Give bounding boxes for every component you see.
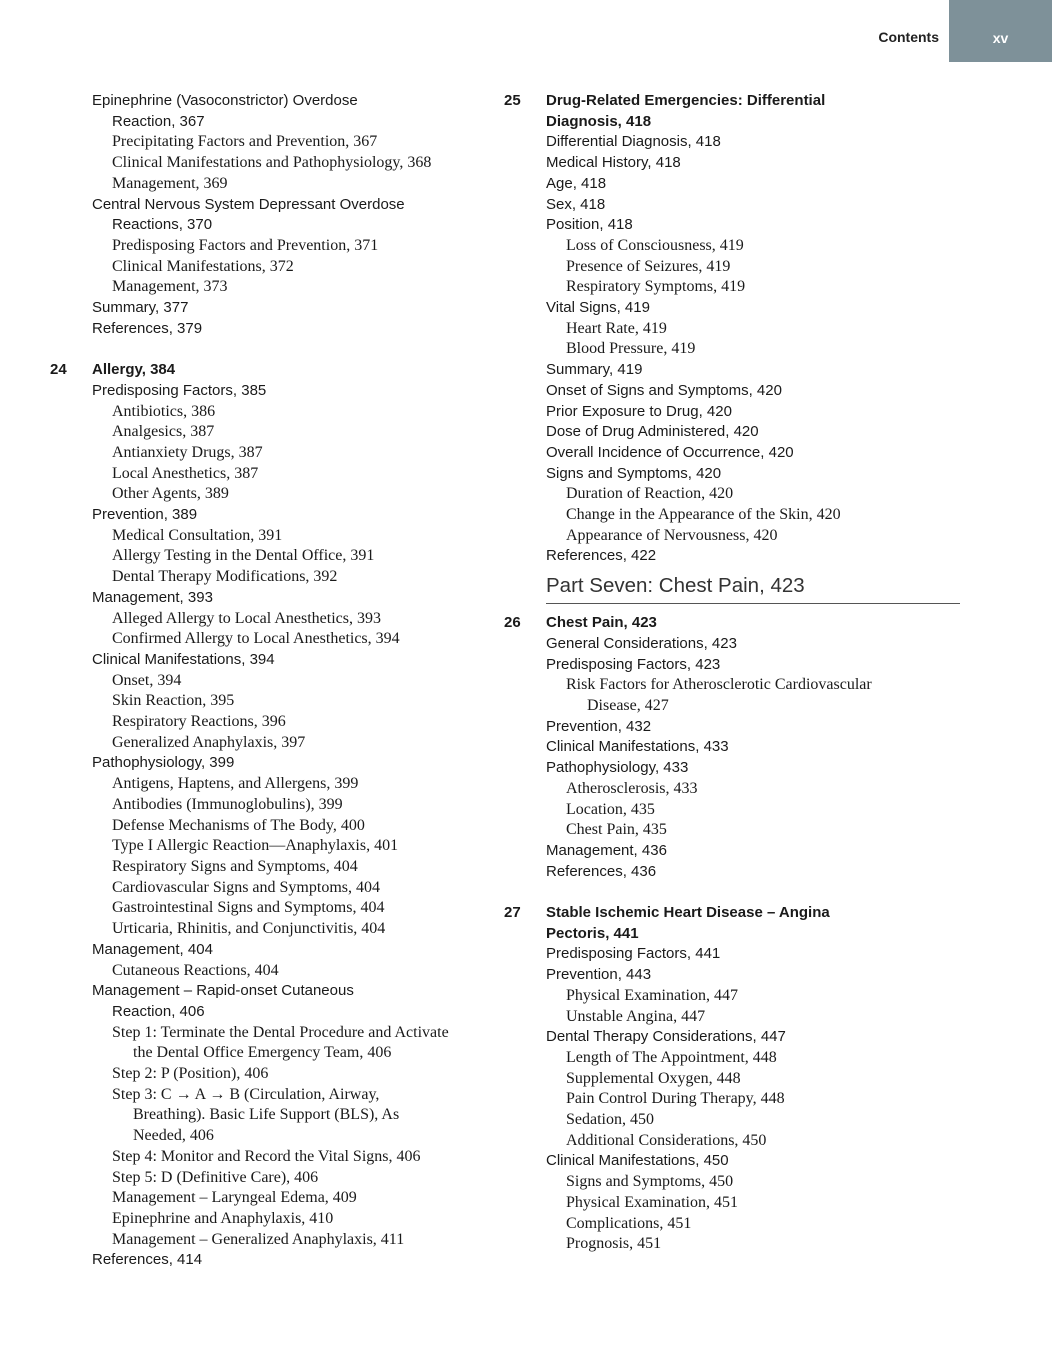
toc-left-column xyxy=(50,91,532,1271)
entry-text: Central Nervous System Depressant Overdose xyxy=(92,195,405,213)
entry-text: Confirmed Allergy to Local Anesthetics, 394 xyxy=(112,630,400,648)
toc-entry xyxy=(92,1250,532,1271)
toc-subentry xyxy=(546,257,960,278)
toc-subentry xyxy=(546,675,960,696)
entry-text: Management, 369 xyxy=(112,174,228,192)
toc-entry xyxy=(92,753,532,774)
toc-entry xyxy=(92,112,532,133)
entry-text: Management, 436 xyxy=(546,841,667,859)
toc-subentry xyxy=(92,484,532,505)
entry-text: References, 414 xyxy=(92,1251,203,1269)
entry-text: Dental Therapy Modifications, 392 xyxy=(112,568,338,586)
entry-text: Management – Rapid-onset Cutaneous xyxy=(92,982,354,1000)
entry-text: Summary, 377 xyxy=(92,299,189,317)
entry-text: Epinephrine (Vasoconstrictor) Overdose xyxy=(92,92,358,109)
entry-text: General Considerations, 423 xyxy=(546,634,737,652)
toc-subentry xyxy=(92,257,532,278)
entry-text: Signs and Symptoms, 450 xyxy=(566,1173,734,1191)
entry-text: Stable Ischemic Heart Disease – Angina xyxy=(546,904,830,921)
entry-text: Overall Incidence of Occurrence, 420 xyxy=(546,443,794,461)
entry-text: Antigens, Haptens, and Allergens, 399 xyxy=(112,775,359,793)
entry-text: Sedation, 450 xyxy=(566,1111,654,1129)
entry-text: Generalized Anaphylaxis, 397 xyxy=(112,733,306,751)
toc-subentry xyxy=(92,857,532,878)
toc-subentry xyxy=(92,878,532,899)
toc-entry xyxy=(92,505,532,526)
toc-subentry xyxy=(546,484,960,505)
entry-text: Onset, 394 xyxy=(112,671,182,689)
toc-entry xyxy=(546,422,960,443)
toc-subentry xyxy=(546,1172,960,1193)
toc-subentry xyxy=(92,691,532,712)
entry-text: Prevention, 432 xyxy=(546,717,652,735)
entry-text: Length of The Appointment, 448 xyxy=(566,1048,777,1066)
toc-subentry xyxy=(546,800,960,821)
toc-subentry xyxy=(92,153,532,174)
toc-subentry xyxy=(92,1126,532,1147)
entry-text: Complications, 451 xyxy=(566,1214,692,1232)
toc-subentry xyxy=(92,733,532,754)
entry-text: Medical Consultation, 391 xyxy=(112,526,283,544)
entry-text: Needed, 406 xyxy=(133,1127,214,1145)
entry-text: Pain Control During Therapy, 448 xyxy=(566,1090,785,1108)
toc-subentry xyxy=(92,132,532,153)
toc-right-column xyxy=(504,91,960,1255)
section-spacer xyxy=(92,339,532,360)
entry-text: Presence of Seizures, 419 xyxy=(566,257,731,275)
toc-subentry xyxy=(546,1110,960,1131)
entry-text: Predisposing Factors, 423 xyxy=(546,655,721,673)
toc-subentry xyxy=(546,779,960,800)
entry-text: Skin Reaction, 395 xyxy=(112,692,235,710)
entry-text: Summary, 419 xyxy=(546,361,643,379)
toc-subentry xyxy=(92,629,532,650)
entry-text: Physical Examination, 447 xyxy=(566,986,738,1004)
toc-entry xyxy=(92,588,532,609)
entry-text: Change in the Appearance of the Skin, 420 xyxy=(566,506,841,524)
toc-entry xyxy=(92,298,532,319)
toc-subentry xyxy=(92,961,532,982)
toc-subentry xyxy=(92,546,532,567)
entry-text: Pathophysiology, 399 xyxy=(92,754,235,772)
toc-subentry xyxy=(92,919,532,940)
entry-text: Location, 435 xyxy=(566,800,655,818)
toc-subentry xyxy=(92,898,532,919)
entry-text: Predisposing Factors, 441 xyxy=(546,945,721,963)
toc-entry xyxy=(546,546,960,567)
toc-entry xyxy=(92,981,532,1002)
entry-text: Cardiovascular Signs and Symptoms, 404 xyxy=(112,878,380,896)
toc-subentry xyxy=(546,505,960,526)
entry-text: Pathophysiology, 433 xyxy=(546,759,689,777)
entry-text: Clinical Manifestations, 394 xyxy=(92,650,275,668)
toc-subentry xyxy=(546,696,960,717)
toc-subentry xyxy=(92,1168,532,1189)
toc-subentry xyxy=(546,1048,960,1069)
entry-text: References, 379 xyxy=(92,319,203,337)
entry-text: Step 3: C → A → B (Circulation, Airway, xyxy=(112,1085,380,1103)
entry-text: Urticaria, Rhinitis, and Conjunctivitis, 404 xyxy=(112,920,386,938)
toc-subentry xyxy=(546,526,960,547)
toc-subentry xyxy=(92,1085,532,1106)
entry-text: Management, 373 xyxy=(112,278,228,296)
entry-text: the Dental Office Emergency Team, 406 xyxy=(133,1044,392,1062)
toc-entry xyxy=(92,319,532,340)
toc-subentry xyxy=(92,443,532,464)
toc-entry xyxy=(546,381,960,402)
entry-text: Dose of Drug Administered, 420 xyxy=(546,423,759,441)
entry-text: Risk Factors for Atherosclerotic Cardiovascular xyxy=(566,676,872,694)
entry-text: Respiratory Symptoms, 419 xyxy=(566,278,746,296)
toc-subentry xyxy=(546,1193,960,1214)
entry-text: Gastrointestinal Signs and Symptoms, 404 xyxy=(112,899,385,917)
toc-subentry xyxy=(546,236,960,257)
toc-entry xyxy=(546,634,960,655)
entry-text: Allergy, 384 xyxy=(92,361,176,379)
toc-entry xyxy=(92,1002,532,1023)
entry-text: Medical History, 418 xyxy=(546,154,681,172)
chapter-title xyxy=(504,91,960,112)
entry-text: Physical Examination, 451 xyxy=(566,1193,738,1211)
toc-subentry xyxy=(92,1064,532,1085)
toc-subentry xyxy=(92,1230,532,1251)
chapter-number: 26 xyxy=(504,614,521,632)
toc-entry xyxy=(546,655,960,676)
entry-text: Antianxiety Drugs, 387 xyxy=(112,443,263,461)
chapter-title xyxy=(546,112,960,133)
toc-entry xyxy=(546,174,960,195)
toc-entry xyxy=(92,381,532,402)
toc-subentry xyxy=(92,526,532,547)
toc-subentry xyxy=(92,795,532,816)
toc-subentry xyxy=(546,1131,960,1152)
entry-text: Position, 418 xyxy=(546,216,633,234)
entry-text: Antibodies (Immunoglobulins), 399 xyxy=(112,795,343,813)
page-number-tab: xv xyxy=(949,0,1052,62)
toc-subentry xyxy=(92,816,532,837)
chapter-title xyxy=(50,360,532,381)
toc-subentry xyxy=(546,277,960,298)
toc-subentry xyxy=(92,836,532,857)
toc-entry xyxy=(546,132,960,153)
entry-text: Clinical Manifestations and Pathophysiology, 368 xyxy=(112,154,432,172)
toc-subentry xyxy=(92,774,532,795)
toc-entry xyxy=(546,215,960,236)
toc-entry xyxy=(546,464,960,485)
entry-text: Precipitating Factors and Prevention, 367 xyxy=(112,133,378,151)
chapter-number: 27 xyxy=(504,904,521,921)
entry-text: Clinical Manifestations, 450 xyxy=(546,1152,729,1170)
entry-text: Disease, 427 xyxy=(587,696,669,714)
toc-entry xyxy=(546,862,960,883)
entry-text: Predisposing Factors, 385 xyxy=(92,381,267,399)
entry-text: Unstable Angina, 447 xyxy=(566,1007,706,1025)
toc-entry xyxy=(546,402,960,423)
entry-text: Prior Exposure to Drug, 420 xyxy=(546,402,732,420)
entry-text: Sex, 418 xyxy=(546,195,606,213)
entry-text: Predisposing Factors and Prevention, 371 xyxy=(112,236,379,254)
entry-text: Prognosis, 451 xyxy=(566,1235,662,1253)
entry-text: Analgesics, 387 xyxy=(112,423,215,441)
entry-text: Type I Allergic Reaction—Anaphylaxis, 401 xyxy=(112,837,399,855)
entry-text: Age, 418 xyxy=(546,174,607,192)
entry-text: Reaction, 367 xyxy=(112,112,205,130)
toc-subentry xyxy=(92,1188,532,1209)
entry-text: Step 5: D (Definitive Care), 406 xyxy=(112,1168,319,1186)
toc-subentry xyxy=(92,402,532,423)
toc-entry xyxy=(546,841,960,862)
toc-entry xyxy=(546,1027,960,1048)
entry-text: Respiratory Reactions, 396 xyxy=(112,713,286,731)
toc-subentry xyxy=(92,422,532,443)
toc-subentry xyxy=(92,1147,532,1168)
toc-entry xyxy=(546,195,960,216)
entry-text: Respiratory Signs and Symptoms, 404 xyxy=(112,858,358,875)
toc-entry xyxy=(546,737,960,758)
toc-subentry xyxy=(546,1234,960,1255)
entry-text: Breathing). Basic Life Support (BLS), As xyxy=(133,1106,400,1124)
toc-entry xyxy=(92,940,532,961)
toc-entry xyxy=(546,153,960,174)
toc-entry xyxy=(546,443,960,464)
running-header: Contents xyxy=(878,29,939,45)
toc-subentry xyxy=(546,1089,960,1110)
toc-subentry xyxy=(92,1023,532,1044)
toc-subentry xyxy=(92,712,532,733)
toc-subentry xyxy=(92,174,532,195)
toc-entry xyxy=(92,91,532,112)
entry-text: Heart Rate, 419 xyxy=(566,319,667,337)
entry-text: Pectoris, 441 xyxy=(546,924,639,942)
toc-subentry xyxy=(92,236,532,257)
entry-text: References, 422 xyxy=(546,547,657,565)
entry-text: Chest Pain, 435 xyxy=(566,821,667,839)
entry-text: Step 2: P (Position), 406 xyxy=(112,1065,269,1083)
toc-subentry xyxy=(546,339,960,360)
toc-entry xyxy=(92,195,532,216)
entry-text: Signs and Symptoms, 420 xyxy=(546,464,722,482)
toc-subentry xyxy=(92,671,532,692)
entry-text: Prevention, 389 xyxy=(92,506,198,524)
toc-subentry xyxy=(546,319,960,340)
entry-text: Diagnosis, 418 xyxy=(546,112,652,130)
entry-text: Step 1: Terminate the Dental Procedure and Activate xyxy=(112,1023,449,1041)
entry-text: Dental Therapy Considerations, 447 xyxy=(546,1028,786,1046)
toc-subentry xyxy=(546,1069,960,1090)
toc-subentry xyxy=(92,464,532,485)
chapter-title xyxy=(504,613,960,634)
toc-entry xyxy=(546,1151,960,1172)
toc-subentry xyxy=(92,277,532,298)
toc-subentry xyxy=(546,986,960,1007)
toc-subentry xyxy=(92,1043,532,1064)
entry-text: Onset of Signs and Symptoms, 420 xyxy=(546,381,782,399)
section-spacer xyxy=(546,882,960,903)
part-heading: Part Seven: Chest Pain, 423 xyxy=(546,567,960,604)
toc-subentry xyxy=(546,1214,960,1235)
entry-text: Blood Pressure, 419 xyxy=(566,340,696,358)
toc-entry xyxy=(546,298,960,319)
chapter-title xyxy=(504,903,960,924)
toc-entry xyxy=(92,650,532,671)
entry-text: Clinical Manifestations, 372 xyxy=(112,257,294,275)
entry-text: Management – Generalized Anaphylaxis, 411 xyxy=(112,1230,405,1248)
toc-subentry xyxy=(92,1209,532,1230)
entry-text: Reactions, 370 xyxy=(112,216,213,234)
entry-text: Chest Pain, 423 xyxy=(546,614,657,632)
entry-text: Clinical Manifestations, 433 xyxy=(546,738,729,756)
entry-text: Allergy Testing in the Dental Office, 391 xyxy=(112,547,375,565)
toc-entry xyxy=(546,360,960,381)
entry-text: Management – Laryngeal Edema, 409 xyxy=(112,1189,357,1207)
entry-text: Cutaneous Reactions, 404 xyxy=(112,961,279,979)
entry-text: Defense Mechanisms of The Body, 400 xyxy=(112,816,365,834)
toc-entry xyxy=(546,717,960,738)
entry-text: Management, 404 xyxy=(92,940,213,958)
entry-text: Duration of Reaction, 420 xyxy=(566,485,734,503)
toc-subentry xyxy=(546,820,960,841)
entry-text: Local Anesthetics, 387 xyxy=(112,464,259,482)
toc-subentry xyxy=(92,609,532,630)
entry-text: Management, 393 xyxy=(92,588,213,606)
entry-text: Step 4: Monitor and Record the Vital Signs, 406 xyxy=(112,1147,421,1165)
entry-text: References, 436 xyxy=(546,862,657,880)
entry-text: Epinephrine and Anaphylaxis, 410 xyxy=(112,1209,334,1227)
entry-text: Prevention, 443 xyxy=(546,966,652,984)
chapter-number: 24 xyxy=(50,361,67,379)
entry-text: Antibiotics, 386 xyxy=(112,402,216,420)
toc-subentry xyxy=(92,567,532,588)
entry-text: Additional Considerations, 450 xyxy=(566,1131,767,1149)
toc-subentry xyxy=(92,1105,532,1126)
entry-text: Other Agents, 389 xyxy=(112,485,229,503)
entry-text: Loss of Consciousness, 419 xyxy=(566,236,744,254)
toc-entry xyxy=(92,215,532,236)
entry-text: Vital Signs, 419 xyxy=(546,299,650,317)
entry-text: Supplemental Oxygen, 448 xyxy=(566,1069,741,1087)
toc-entry xyxy=(546,965,960,986)
entry-text: Alleged Allergy to Local Anesthetics, 393 xyxy=(112,609,381,627)
entry-text: Drug-Related Emergencies: Differential xyxy=(546,92,826,109)
chapter-number: 25 xyxy=(504,92,521,109)
chapter-title xyxy=(546,924,960,945)
toc-entry xyxy=(546,944,960,965)
toc-subentry xyxy=(546,1007,960,1028)
entry-text: Differential Diagnosis, 418 xyxy=(546,133,721,151)
entry-text: Atherosclerosis, 433 xyxy=(566,779,698,797)
entry-text: Reaction, 406 xyxy=(112,1002,205,1020)
toc-entry xyxy=(546,758,960,779)
entry-text: Appearance of Nervousness, 420 xyxy=(566,526,778,544)
